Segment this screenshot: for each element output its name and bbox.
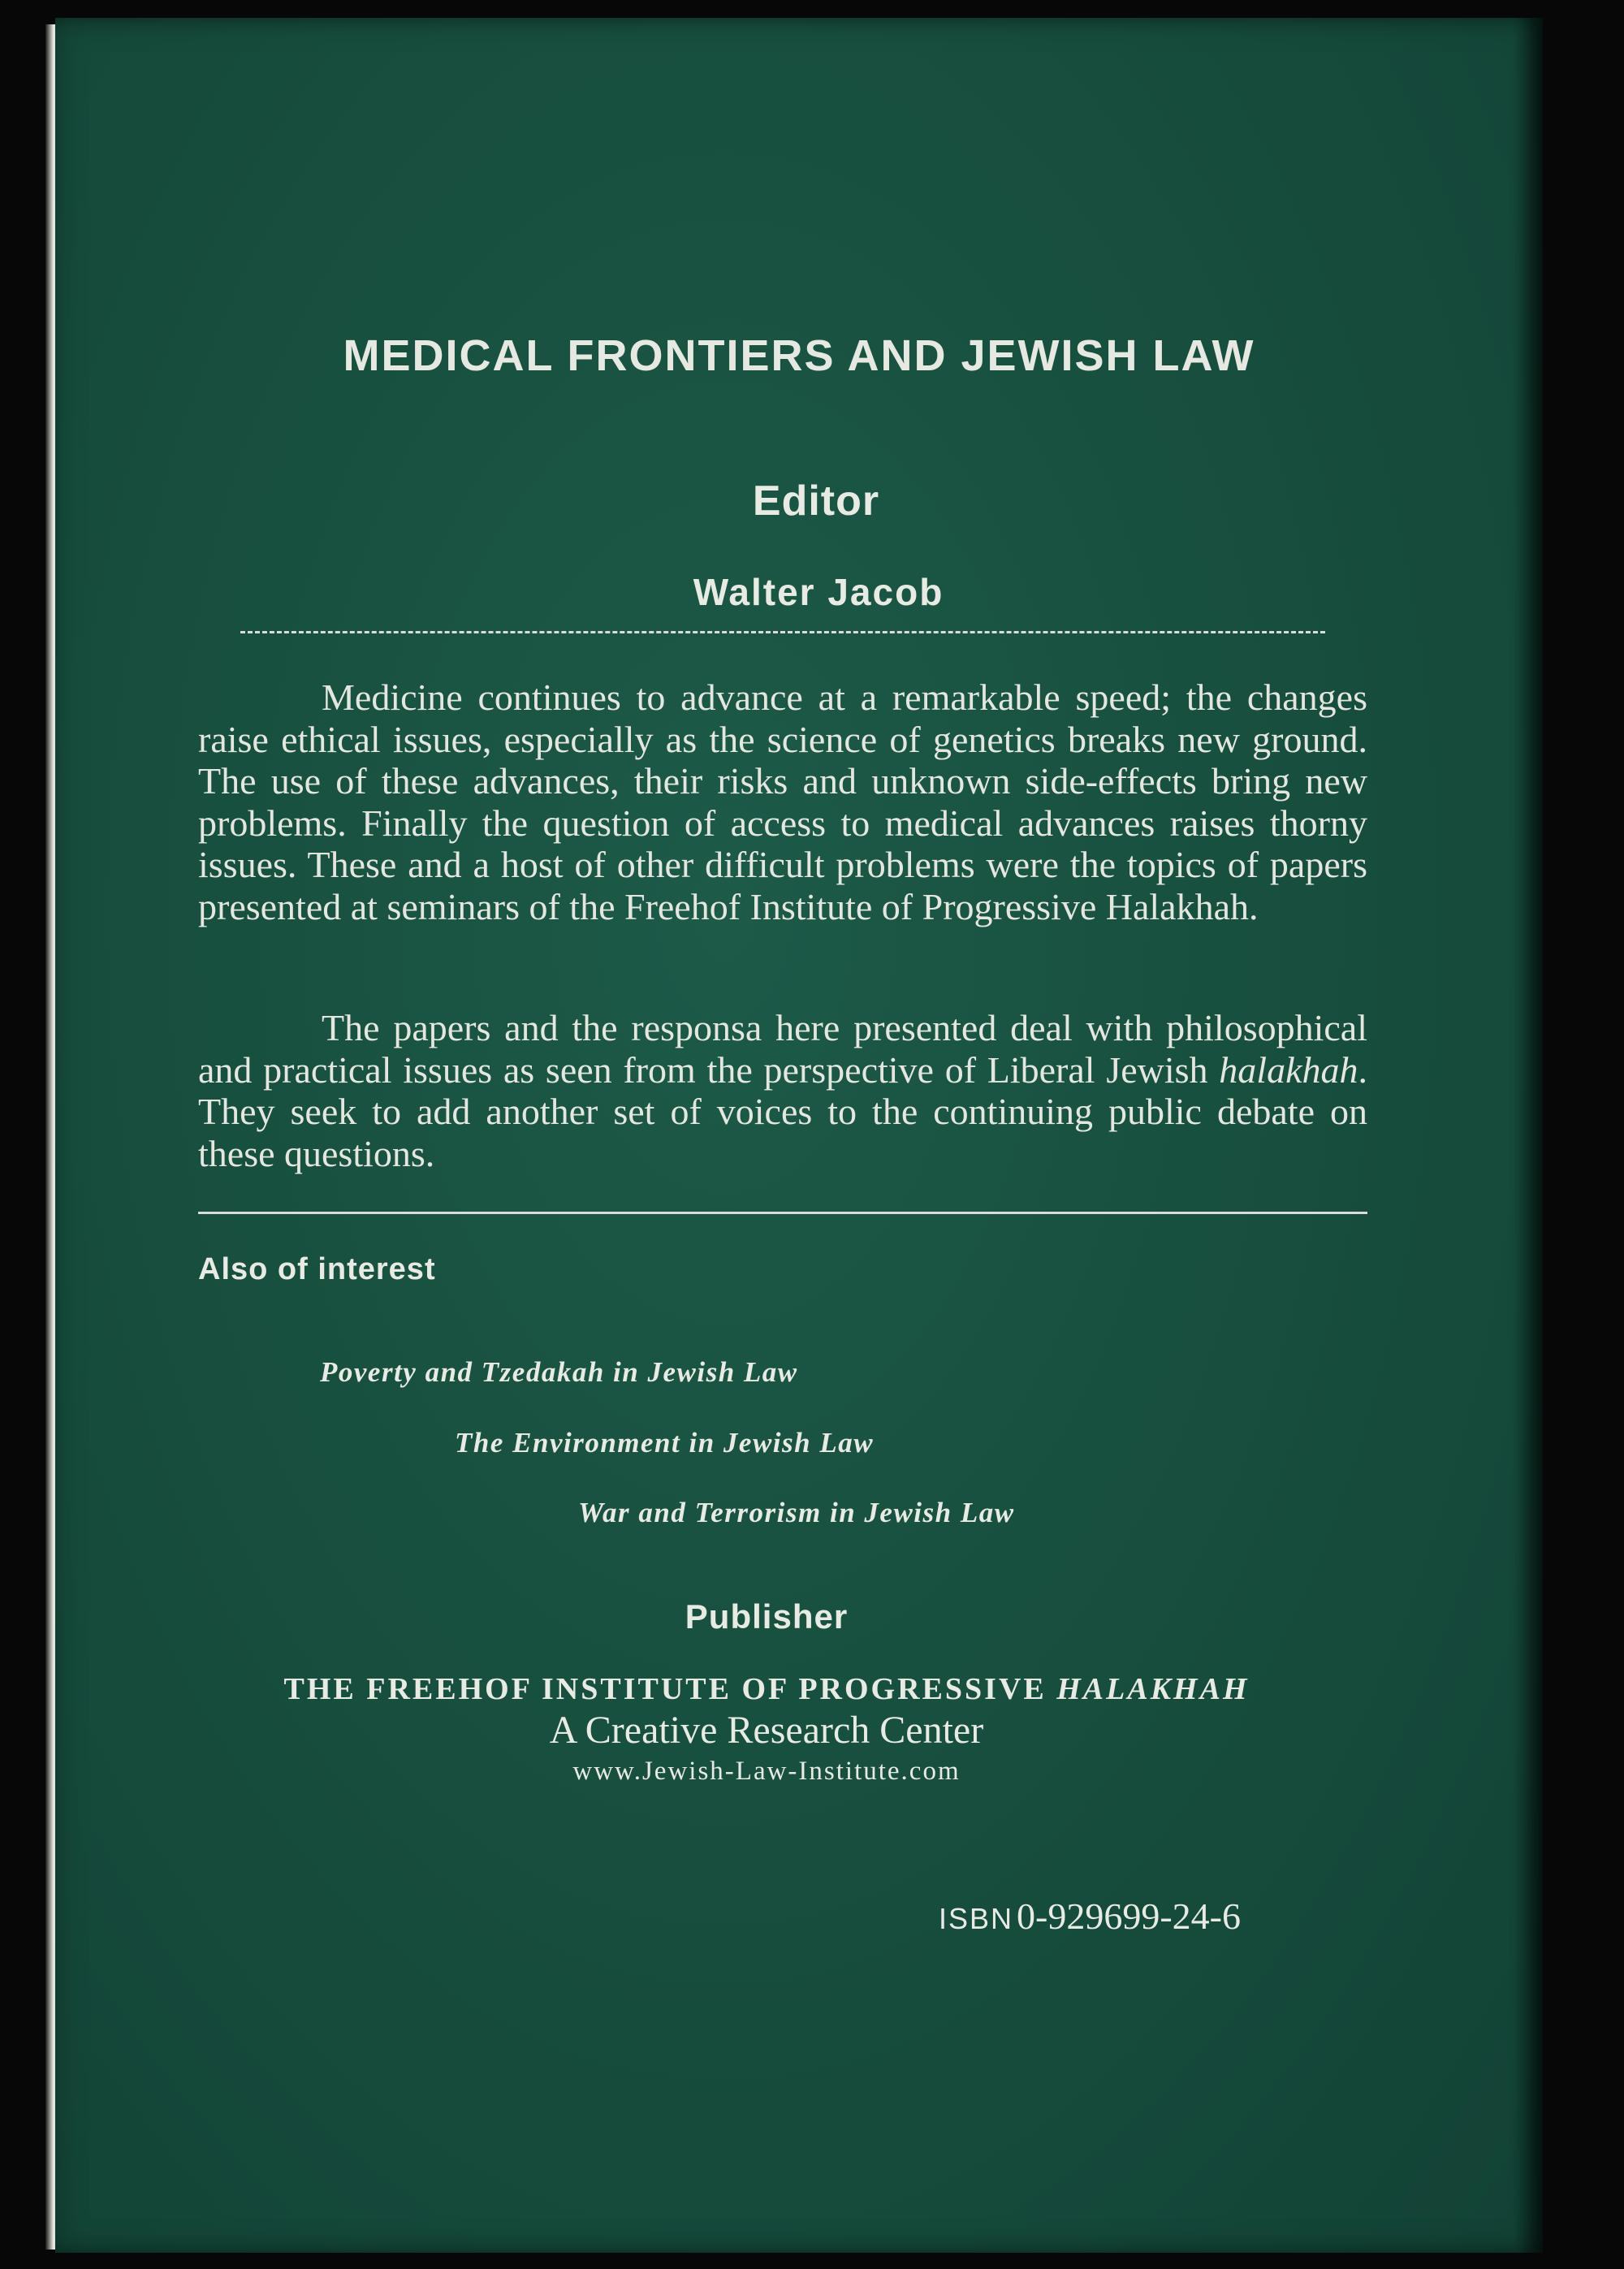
isbn <box>939 1895 1241 1938</box>
paragraph-2-text-end: . They seek to add another set of voices to the continuing public debate on these questions. <box>198 1048 1367 1174</box>
halakhah-italic-term: halakhah <box>1219 1048 1358 1091</box>
publisher-name <box>0 1671 1533 1707</box>
description-paragraph-2 <box>198 1007 1367 1174</box>
also-of-interest-label: Also of interest <box>198 1252 436 1286</box>
book-title: MEDICAL FRONTIERS AND JEWISH LAW <box>343 331 1255 380</box>
publisher-website: www.Jewish-Law-Institute.com <box>572 1757 961 1786</box>
related-book-title: The Environment in Jewish Law <box>455 1427 875 1459</box>
isbn-label: ISBN <box>939 1902 1014 1935</box>
dashed-divider <box>240 631 1325 633</box>
publisher-name-halakhah: HALAKHAH <box>1056 1672 1250 1706</box>
editor-name: Walter Jacob <box>693 571 944 613</box>
editor-label: Editor <box>752 478 880 525</box>
related-book-title: War and Terrorism in Jewish Law <box>578 1497 1015 1528</box>
description-paragraph-1: Medicine continues to advance at a remarkable speed; the changes raise ethical issues, especially as the science of genetics breaks new ground. The use of these advances, their risks and unknown side-effects bring new problems. Finally the question of access to medical advances raises thorny issues. These and a host of other difficult problems were the topics of papers presented at seminars of the Freehof Institute of Progressive Halakhah. <box>198 676 1367 927</box>
related-book-title: Poverty and Tzedakah in Jewish Law <box>320 1356 798 1388</box>
publisher-subtitle: A Creative Research Center <box>549 1709 984 1752</box>
paragraph-2-text-start: The papers and the responsa here presented deal with philosophical and practical issues as seen from the perspective of Liberal Jewish <box>198 1007 1367 1091</box>
solid-divider <box>198 1212 1367 1214</box>
isbn-value: 0-929699-24-6 <box>1017 1895 1241 1937</box>
publisher-name-main: THE FREEHOF INSTITUTE OF PROGRESSIVE <box>283 1672 1047 1706</box>
publisher-label: Publisher <box>685 1597 849 1636</box>
